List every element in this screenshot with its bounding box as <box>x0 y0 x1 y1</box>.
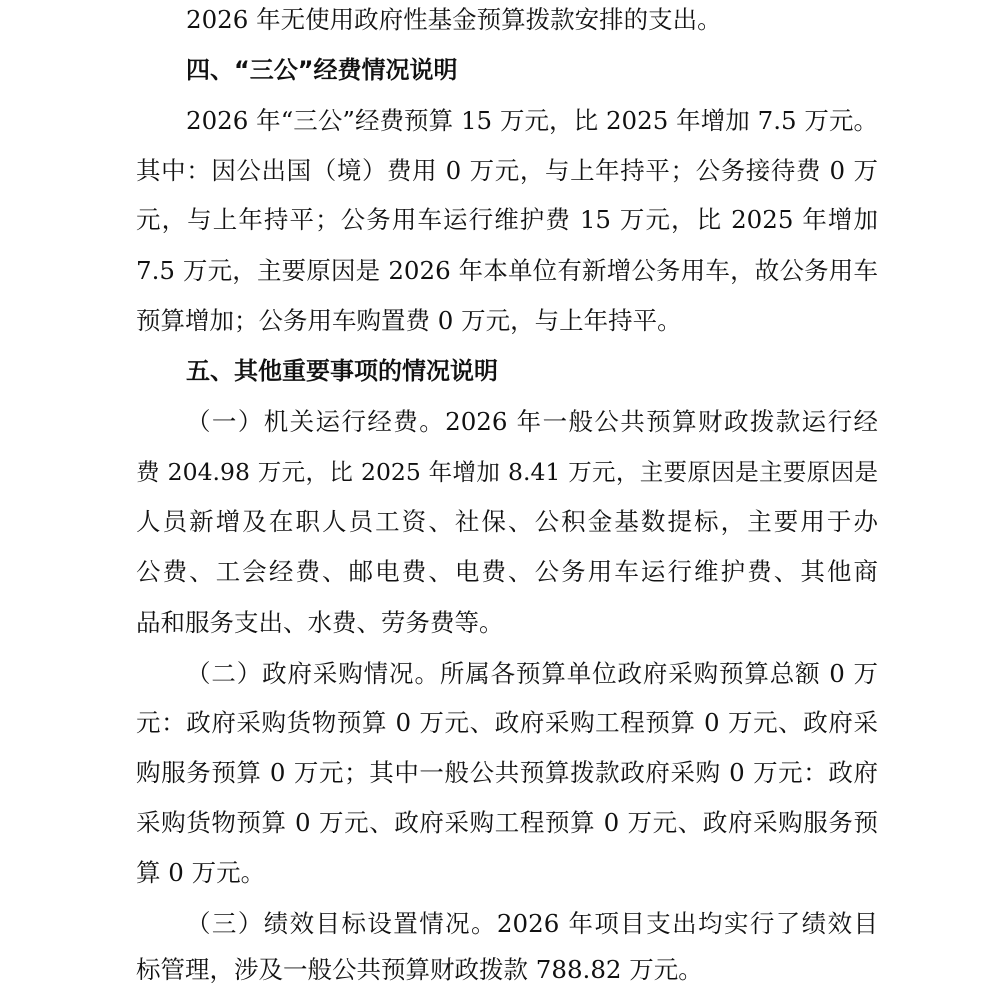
paragraph-line: 元：政府采购货物预算 0 万元、政府采购工程预算 0 万元、政府采 <box>136 708 878 737</box>
paragraph-line: 其中：因公出国（境）费用 0 万元，与上年持平；公务接待费 0 万 <box>136 156 878 185</box>
paragraph-line: 预算增加；公务用车购置费 0 万元，与上年持平。 <box>136 306 682 335</box>
paragraph-line: 标管理，涉及一般公共预算财政拨款 788.82 万元。 <box>136 955 703 984</box>
paragraph-line: 元，与上年持平；公务用车运行维护费 15 万元，比 2025 年增加 <box>136 205 878 234</box>
section-heading-four: 四、“三公”经费情况说明 <box>186 56 458 84</box>
paragraph-line: 人员新增及在职人员工资、社保、公积金基数提标，主要用于办 <box>136 507 878 536</box>
paragraph-line: 购服务预算 0 万元；其中一般公共预算拨款政府采购 0 万元：政府 <box>136 758 878 787</box>
paragraph-line: （一）机关运行经费。2026 年一般公共预算财政拨款运行经 <box>186 407 878 436</box>
section-heading-five: 五、其他重要事项的情况说明 <box>186 357 498 385</box>
paragraph-line: （二）政府采购情况。所属各预算单位政府采购预算总额 0 万 <box>186 659 878 688</box>
paragraph-line: 品和服务支出、水费、劳务费等。 <box>136 608 504 637</box>
paragraph-line: 费 204.98 万元，比 2025 年增加 8.41 万元，主要原因是主要原因是 <box>136 458 878 486</box>
paragraph-line: 2026 年“三公”经费预算 15 万元，比 2025 年增加 7.5 万元。 <box>186 106 878 135</box>
paragraph-line: 算 0 万元。 <box>136 858 266 887</box>
paragraph-line: 采购货物预算 0 万元、政府采购工程预算 0 万元、政府采购服务预 <box>136 808 878 837</box>
paragraph-line: 公费、工会经费、邮电费、电费、公务用车运行维护费、其他商 <box>136 557 878 586</box>
paragraph-line: 2026 年无使用政府性基金预算拨款安排的支出。 <box>186 5 722 34</box>
paragraph-line: （三）绩效目标设置情况。2026 年项目支出均实行了绩效目 <box>186 909 878 938</box>
paragraph-line: 7.5 万元，主要原因是 2026 年本单位有新增公务用车，故公务用车 <box>136 256 878 285</box>
